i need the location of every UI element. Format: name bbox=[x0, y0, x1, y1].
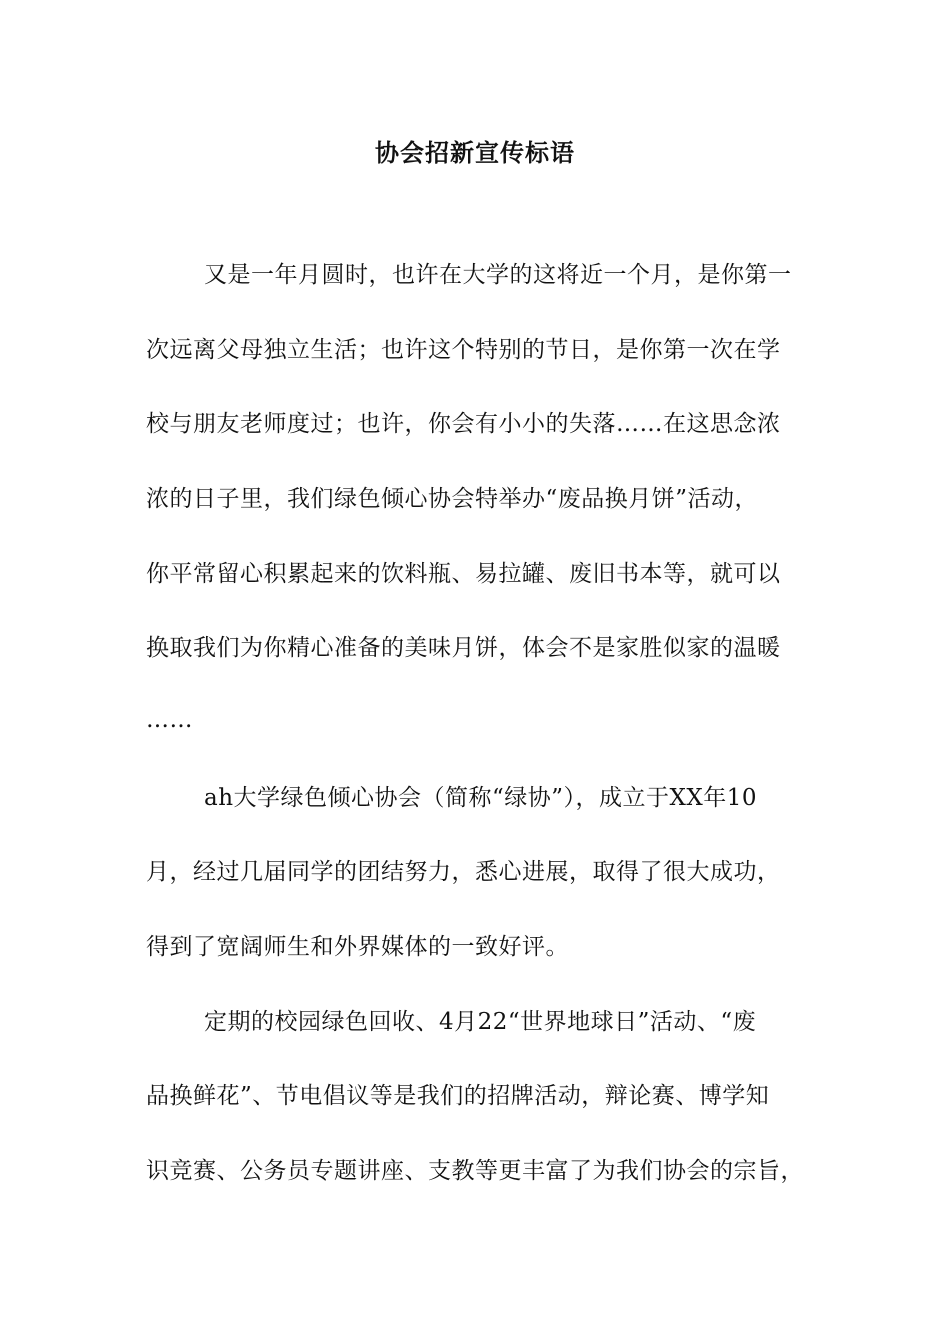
paragraph-1-line-5: 你平常留心积累起来的饮料瓶、易拉罐、废旧书本等，就可以 bbox=[146, 561, 781, 587]
paragraph-1-line-2: 次远离父母独立生活；也许这个特别的节日，是你第一次在学 bbox=[146, 337, 781, 363]
paragraph-3-line-3: 识竞赛、公务员专题讲座、支教等更丰富了为我们协会的宗旨， bbox=[146, 1158, 804, 1184]
paragraph-2-line-2: 月，经过几届同学的团结努力，悉心进展，取得了很大成功， bbox=[146, 859, 781, 885]
paragraph-3-line-1: 定期的校园绿色回收、4月22“世界地球日”活动、“废 bbox=[204, 1009, 757, 1035]
paragraph-3-line-2: 品换鲜花”、节电倡议等是我们的招牌活动，辩论赛、博学知 bbox=[146, 1083, 770, 1109]
paragraph-2-line-3: 得到了宽阔师生和外界媒体的一致好评。 bbox=[146, 934, 569, 960]
paragraph-1-line-4: 浓的日子里，我们绿色倾心协会特举办“废品换月饼”活动， bbox=[146, 486, 759, 512]
paragraph-1-line-7: …… bbox=[146, 707, 193, 733]
paragraph-1-line-6: 换取我们为你精心准备的美味月饼，体会不是家胜似家的温暖 bbox=[146, 635, 781, 661]
document-title: 协会招新宣传标语 bbox=[375, 138, 575, 167]
paragraph-1-line-3: 校与朋友老师度过；也许，你会有小小的失落……在这思念浓 bbox=[146, 411, 781, 437]
paragraph-2-line-1: ah大学绿色倾心协会（简称“绿协”），成立于XX年10 bbox=[204, 785, 758, 811]
paragraph-1-line-1: 又是一年月圆时，也许在大学的这将近一个月，是你第一 bbox=[204, 262, 792, 288]
